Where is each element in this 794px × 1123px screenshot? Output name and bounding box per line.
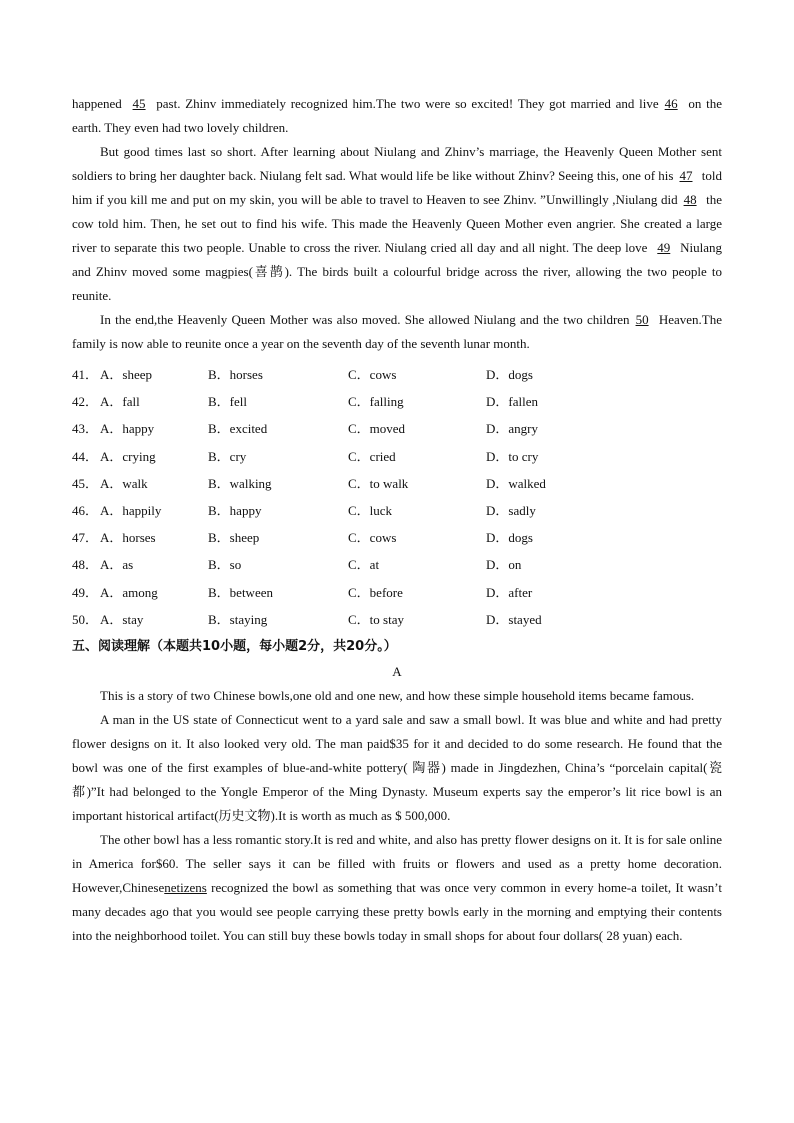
option-d: D．stayed [486, 611, 542, 627]
option-d: D．angry [486, 421, 538, 437]
question-number: 48． [72, 557, 99, 573]
option-cell [348, 387, 486, 414]
option-cell [348, 442, 486, 469]
option-cell [72, 605, 208, 632]
question-row [72, 578, 722, 605]
option-b: B．excited [208, 421, 268, 437]
blank-50: 50 [635, 312, 649, 327]
blank-45: 45 [132, 96, 146, 111]
option-c: C．to walk [348, 475, 409, 491]
option-cell [72, 442, 208, 469]
question-number: 42． [72, 394, 99, 410]
option-b: B．between [208, 584, 273, 600]
question-number: 43． [72, 421, 99, 437]
option-d: D．after [486, 584, 533, 600]
option-cell [348, 605, 486, 632]
option-cell [208, 578, 348, 605]
option-cell [348, 469, 486, 496]
question-row [72, 387, 722, 414]
passage-label: A [392, 663, 402, 679]
reading-paragraph-2: A man in the US state of Connecticut went to a yard sale and saw a small bowl. It was blue and white and had pretty flower designs on it. It also looked very old. The man paid$35 for it and decided to do some research. He found that the bowl was one of the first examples of blue-and-white pottery( 陶器) made in Jingdezhen, China’s “porcelain capital(瓷都)”It had belonged to the Yongle Emperor of the Ming Dynasty. Museum experts say the emperor’s lit rice bowl is an important historical artifact(历史文物).It is worth as much as $ 500,000. [72, 711, 722, 823]
option-d: D．dogs [486, 530, 533, 546]
option-d: D．sadly [486, 503, 536, 519]
option-cell [486, 469, 722, 496]
blank-47: 47 [679, 168, 693, 183]
option-cell [486, 442, 722, 469]
option-b: B．horses [208, 367, 263, 383]
question-row [72, 414, 722, 441]
option-cell [72, 550, 208, 577]
option-b: B．cry [208, 448, 247, 464]
question-number: 46． [72, 503, 99, 519]
option-c: C．before [348, 584, 403, 600]
question-number: 45． [72, 475, 99, 491]
option-cell [208, 550, 348, 577]
option-a: A．fall [100, 394, 140, 410]
question-number: 41． [72, 367, 99, 383]
question-number: 49． [72, 584, 99, 600]
exam-page [72, 92, 722, 948]
option-cell [208, 387, 348, 414]
option-cell [208, 414, 348, 441]
question-number: 50． [72, 611, 99, 627]
question-row [72, 496, 722, 523]
option-cell [72, 414, 208, 441]
option-cell [72, 469, 208, 496]
option-cell [208, 469, 348, 496]
option-a: A．happily [100, 503, 162, 519]
option-cell [486, 496, 722, 523]
option-cell [486, 360, 722, 387]
option-cell [72, 387, 208, 414]
question-row [72, 360, 722, 387]
option-cell [486, 387, 722, 414]
option-cell [208, 360, 348, 387]
option-d: D．fallen [486, 394, 538, 410]
option-cell [72, 360, 208, 387]
option-b: B．happy [208, 503, 262, 519]
option-cell [208, 496, 348, 523]
section-title: 五、阅读理解（本题共10小题，每小题2分，共20分。） [72, 638, 397, 654]
netizens-word: netizens [164, 879, 207, 895]
option-b: B．so [208, 557, 242, 573]
option-c: C．moved [348, 421, 406, 437]
option-c: C．at [348, 557, 380, 573]
option-b: B．staying [208, 611, 268, 627]
option-cell [72, 578, 208, 605]
option-b: B．walking [208, 475, 272, 491]
option-cell [486, 578, 722, 605]
option-c: C．to stay [348, 611, 404, 627]
option-a: A．stay [100, 611, 144, 627]
option-c: C．falling [348, 394, 404, 410]
blank-49: 49 [657, 240, 671, 255]
option-d: D．to cry [486, 448, 539, 464]
option-b: B．fell [208, 394, 247, 410]
question-row [72, 469, 722, 496]
question-row [72, 523, 722, 550]
option-a: A．happy [100, 421, 155, 437]
option-cell [348, 414, 486, 441]
answer-options-table [72, 360, 722, 632]
blank-48: 48 [683, 192, 697, 207]
option-a: A．sheep [100, 367, 153, 383]
option-cell [72, 523, 208, 550]
option-a: A．as [100, 557, 134, 573]
option-b: B．sheep [208, 530, 260, 546]
question-number: 47． [72, 530, 99, 546]
passage-paragraph-3: In the end,the Heavenly Queen Mother was also moved. She allowed Niulang and the two children 50 Heaven.The family is now able to reunite once a year on the seventh day of the seventh lunar month. [72, 312, 722, 351]
option-d: D．walked [486, 475, 546, 491]
option-cell [208, 605, 348, 632]
option-a: A．walk [100, 475, 148, 491]
reading-paragraph-3: The other bowl has a less romantic story.It is red and white, and also has pretty flower designs on it. It is for sale online in America for$60. The seller says it can be filled with fruits or flowers and used as a pretty home decoration. However,Chinesenetizens recognized the bowl as something that was once very common in every home-a toilet, It wasn’t many decades ago that you would see people carrying these pretty bowls early in the morning and emptying their contents into the neighborhood toilet. You can still buy these bowls today in small shops for about four dollars( 28 yuan) each. [72, 831, 722, 943]
option-cell [348, 578, 486, 605]
option-a: A．horses [100, 530, 156, 546]
question-row [72, 550, 722, 577]
option-c: C．luck [348, 503, 393, 519]
option-d: D．dogs [486, 367, 533, 383]
reading-paragraph-1: This is a story of two Chinese bowls,one old and one new, and how these simple household items became famous. [100, 687, 695, 703]
question-number: 44． [72, 448, 99, 464]
option-a: A．crying [100, 448, 156, 464]
passage-paragraph-1: happened 45 past. Zhinv immediately recognized him.The two were so excited! They got married and live 46 on the earth. They even had two lovely children. [72, 96, 722, 135]
option-c: C．cried [348, 448, 396, 464]
blank-46: 46 [664, 96, 678, 111]
option-cell [72, 496, 208, 523]
option-cell [208, 523, 348, 550]
option-cell [208, 442, 348, 469]
passage-paragraph-2: But good times last so short. After learning about Niulang and Zhinv’s marriage, the Heavenly Queen Mother sent soldiers to bring her daughter back. Niulang felt sad. What would life be like without Zhinv? Seeing this, one of his 47 told him if you kill me and put on my skin, you will be able to travel to Heaven to see Zhinv. ”Unwillingly ,Niulang did 48 the cow told him. Then, he set out to find his wife. This made the Heavenly Queen Mother even angrier. She created a large river to separate this two people. Unable to cross the river. Niulang cried all day and all night. The deep love 49 Niulang and Zhinv moved some magpies(喜鹊). The birds built a colourful bridge across the river, allowing the two people to reunite. [72, 144, 722, 303]
option-a: A．among [100, 584, 158, 600]
option-cell [348, 550, 486, 577]
option-c: C．cows [348, 530, 397, 546]
option-cell [348, 496, 486, 523]
option-cell [348, 523, 486, 550]
option-cell [486, 414, 722, 441]
question-row [72, 442, 722, 469]
option-cell [486, 523, 722, 550]
option-d: D．on [486, 557, 522, 573]
option-c: C．cows [348, 367, 397, 383]
option-cell [486, 550, 722, 577]
option-cell [348, 360, 486, 387]
question-row [72, 605, 722, 632]
option-cell [486, 605, 722, 632]
